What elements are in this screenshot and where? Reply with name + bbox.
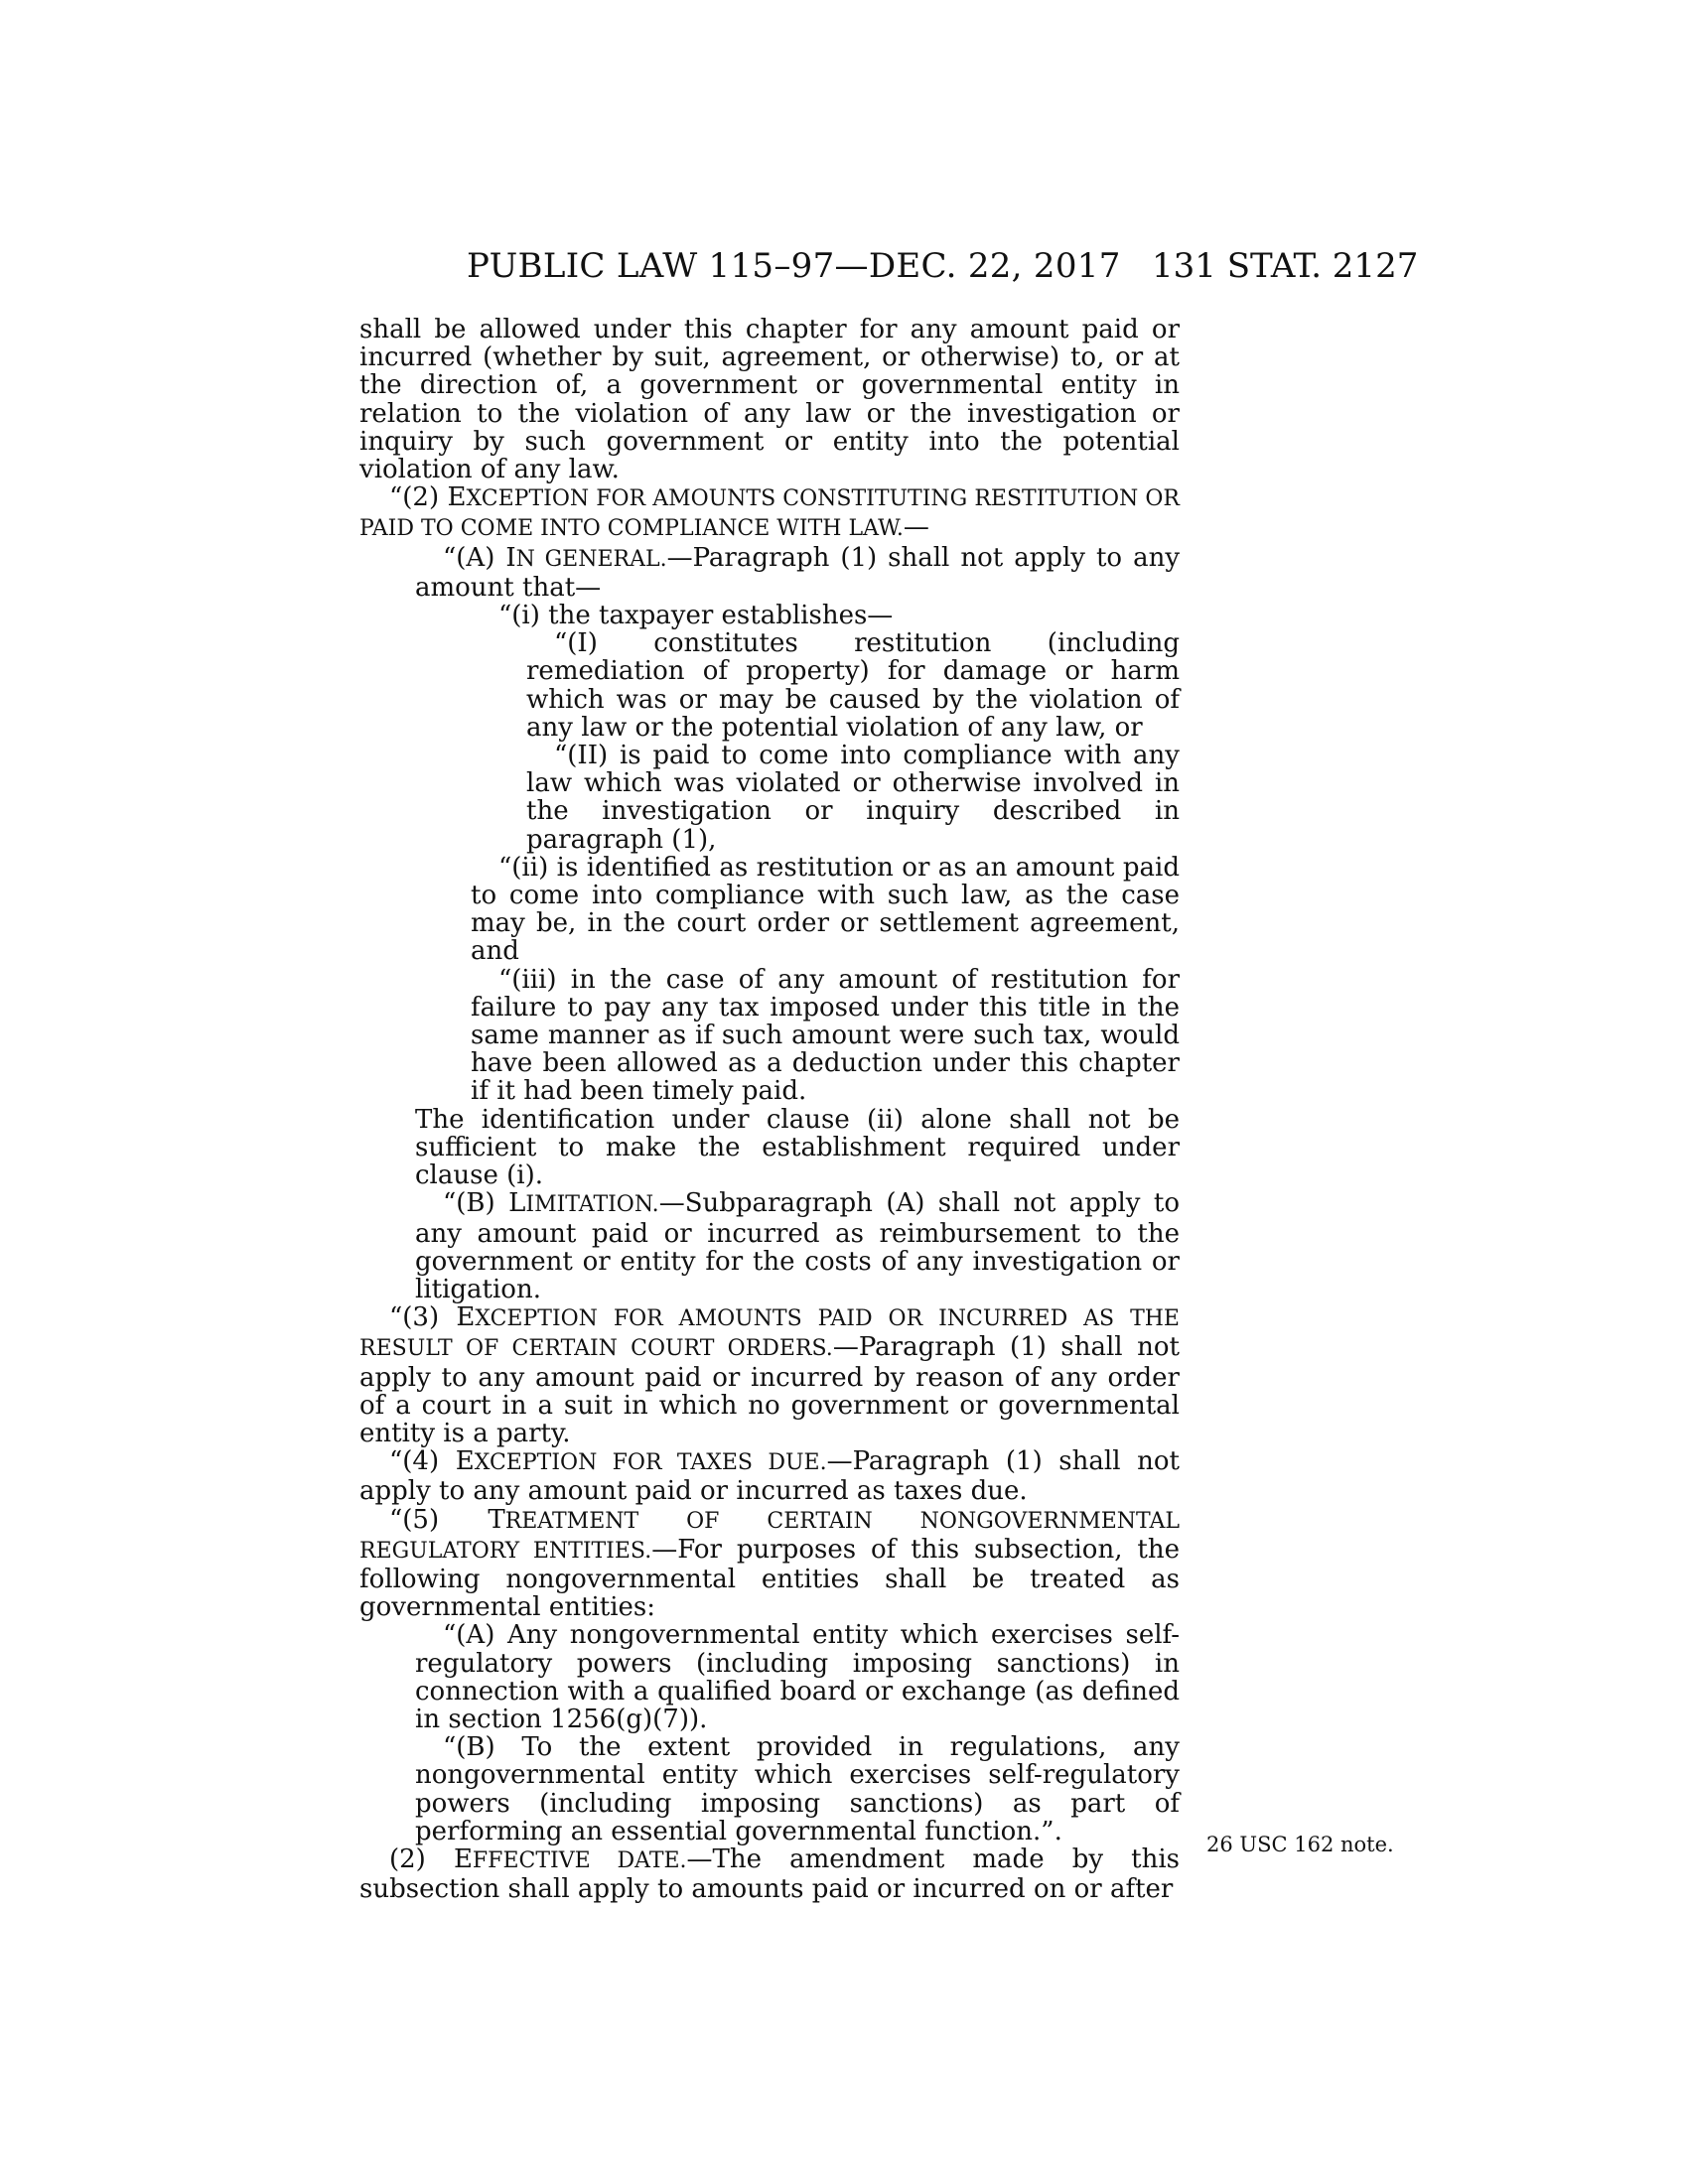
subclause-I-text: “(I) constitutes restitution (including remediation of property) for damage or harm which was or may be caused by the violation of any law or the potential violation of any law, or — [526, 628, 1180, 743]
paragraph-3-heading: XCEPTION FOR AMOUNTS PAID OR INCURRED AS THE RESULT OF CERTAIN COURT ORDERS. — [359, 1306, 1180, 1362]
paragraph-2-dash: — — [903, 512, 929, 543]
paragraph-2-heading: XCEPTION FOR AMOUNTS CONSTITUTING RESTITUTION OR PAID TO COME INTO COMPLIANCE WITH LAW. — [359, 486, 1180, 542]
paragraph-4-heading: XCEPTION FOR TAXES DUE. — [474, 1450, 827, 1476]
subclause-I — [526, 629, 1180, 742]
subparagraph-a-heading: N GENERAL. — [515, 546, 667, 572]
running-header-stat-page: 131 STAT. 2127 — [1152, 246, 1419, 286]
clause-iii-text: “(iii) in the case of any amount of restitution for failure to pay any tax imposed under this title in the same manner as if such amount were such tax, would have been allowed as a deduction under this chapter if it had been timely paid. — [471, 964, 1180, 1107]
paragraph-5-text: —For purposes of this subsection, the following nongovernmental entities shall be treated as governmental entities: — [359, 1534, 1180, 1623]
paragraph-5-nongovernmental-entities — [359, 1506, 1180, 1622]
subparagraph-b-lead: “(B) L — [443, 1188, 526, 1219]
subparagraph-a-in-general — [415, 544, 1180, 602]
paragraph-2-exception-restitution — [359, 483, 1180, 543]
subclause-II-text: “(II) is paid to come into compliance with any law which was violated or otherwise involved in the investigation or inquiry described in paragraph (1), — [526, 741, 1180, 855]
clause-i — [471, 602, 1180, 629]
statute-body — [359, 316, 1180, 1903]
identification-flush-text: The identification under clause (ii) alone shall not be sufficient to make the establishment required under clause (i). — [415, 1104, 1180, 1191]
margin-note-usc-citation: 26 USC 162 note. — [1206, 1833, 1394, 1856]
running-header-title: PUBLIC LAW 115–97—DEC. 22, 2017 — [467, 246, 1121, 286]
subparagraph-b-heading: IMITATION. — [525, 1192, 659, 1218]
effective-date-lead: (2) E — [389, 1843, 473, 1874]
subclause-II — [526, 742, 1180, 854]
paragraph-3-text: —Paragraph (1) shall not apply to any amount paid or incurred by reason of any order of a court in a suit in which no government or governmental entity is a party. — [359, 1332, 1180, 1448]
paragraph-5-lead: “(5) T — [389, 1504, 505, 1535]
paragraph-5-subparagraph-a — [415, 1621, 1180, 1733]
paragraph-5-subparagraph-a-text: “(A) Any nongovernmental entity which exercises self-regulatory powers (including imposing sanctions) in connection with a qualified board or exchange (as defined in section 1256(g)(7)). — [415, 1620, 1180, 1734]
paragraph-2-lead: “(2) E — [389, 482, 467, 513]
paragraph-5-subparagraph-b — [415, 1733, 1180, 1845]
effective-date-text: —The amendment made by this subsection shall apply to amounts paid or incurred on or after — [359, 1843, 1180, 1905]
paragraph-5-heading: REATMENT OF CERTAIN NONGOVERNMENTAL REGULATORY ENTITIES. — [359, 1508, 1181, 1564]
paragraph-continuation: shall be allowed under this chapter for any amount paid or incurred (whether by suit, agreement, or otherwise) to, or at the direction of, a government or governmental entity in relation to the violation of any law or the investigation or inquiry by such government or entity into the potential violation of any law. — [359, 315, 1180, 485]
paragraph-5-subparagraph-b-text: “(B) To the extent provided in regulations, any nongovernmental entity which exercises self-regulatory powers (including imposing sanctions) as part of performing an essential governmental function.”. — [415, 1732, 1180, 1846]
clause-ii — [471, 854, 1180, 966]
paragraph-4-text: —Paragraph (1) shall not apply to any amount paid or incurred as taxes due. — [359, 1446, 1180, 1507]
paragraph-4-lead: “(4) E — [389, 1446, 475, 1477]
subparagraph-a-text: —Paragraph (1) shall not apply to any amount that— — [415, 542, 1181, 603]
paragraph-3-lead: “(3) E — [389, 1302, 476, 1333]
subparagraph-b-limitation — [415, 1189, 1180, 1303]
paragraph-3-court-orders — [359, 1303, 1180, 1447]
paragraph-4-taxes-due — [359, 1447, 1180, 1505]
effective-date-paragraph — [359, 1845, 1180, 1903]
subparagraph-a-lead: “(A) I — [443, 542, 516, 573]
clause-ii-text: “(ii) is identified as restitution or as an amount paid to come into compliance with such law, as the case may be, in the court order or settlement agreement, and — [471, 852, 1180, 967]
clause-i-text: “(i) the taxpayer establishes— — [498, 601, 894, 631]
subparagraph-b-text: —Subparagraph (A) shall not apply to any amount paid or incurred as reimbursement to the government or entity for the costs of any investigation or litigation. — [415, 1188, 1180, 1304]
effective-date-heading: FFECTIVE DATE. — [472, 1847, 687, 1873]
clause-iii — [471, 966, 1180, 1106]
